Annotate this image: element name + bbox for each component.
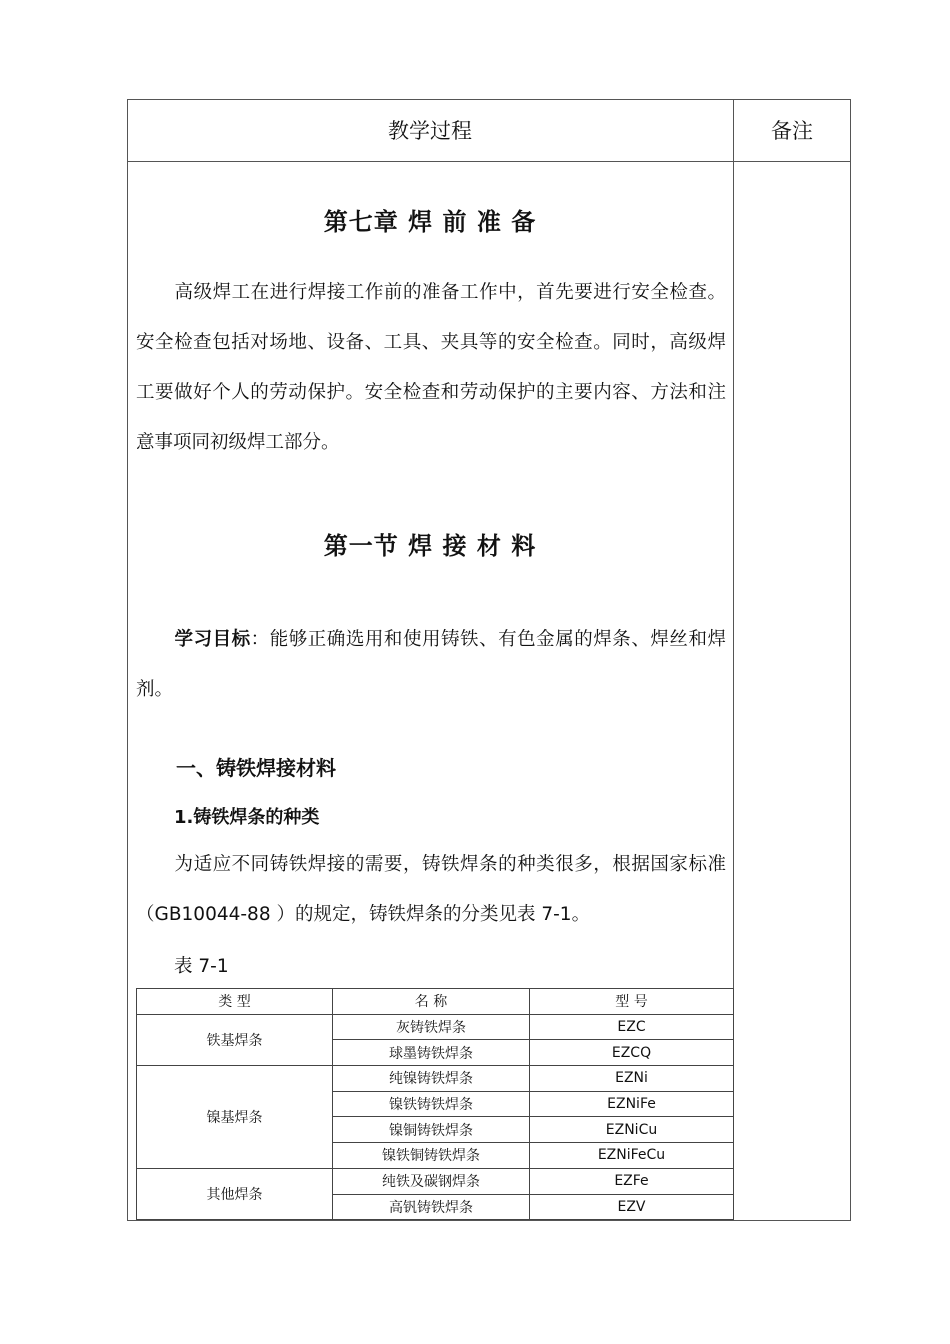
electrode-paragraph: 为适应不同铸铁焊接的需要，铸铁焊条的种类很多，根据国家标准（GB10044-88 ）的规定，铸铁焊条的分类见表 7-1。 [136, 854, 726, 925]
model-cell: EZC [530, 1014, 734, 1040]
intro-paragraph: 高级焊工在进行焊接工作前的准备工作中，首先要进行安全检查。安全检查包括对场地、设备、工具、夹具等的安全检查。同时，高级焊工要做好个人的劳动保护。安全检查和劳动保护的主要内容、方法和注意事项同初级焊工部分。 [136, 282, 726, 453]
model-cell: EZNiFeCu [530, 1143, 734, 1169]
model-cell: EZCQ [530, 1040, 734, 1066]
header-remarks: 备注 [771, 119, 813, 143]
model-cell: EZNiCu [530, 1117, 734, 1143]
name-cell: 高钒铸铁焊条 [333, 1194, 530, 1220]
header-model: 型 号 [530, 989, 734, 1015]
model-cell: EZNi [530, 1066, 734, 1092]
header-teaching-process: 教学过程 [388, 119, 472, 143]
objective-text: ：能够正确选用和使用铸铁、有色金属的焊条、焊丝和焊剂。 [136, 629, 726, 700]
header-type: 类 型 [137, 989, 333, 1015]
header-name: 名 称 [333, 989, 530, 1015]
electrode-classification-table [136, 988, 734, 1220]
type-cell: 铁基焊条 [137, 1014, 333, 1065]
chapter-title: 第七章 焊 前 准 备 [323, 208, 537, 236]
name-cell: 镍铜铸铁焊条 [333, 1117, 530, 1143]
heading-cast-iron-materials: 一、铸铁焊接材料 [176, 756, 336, 780]
name-cell: 纯铁及碳钢焊条 [333, 1168, 530, 1194]
header-divider [127, 161, 851, 162]
name-cell: 灰铸铁焊条 [333, 1014, 530, 1040]
table-header-row [137, 989, 734, 1015]
model-cell: EZV [530, 1194, 734, 1220]
name-cell: 纯镍铸铁焊条 [333, 1066, 530, 1092]
section-title: 第一节 焊 接 材 料 [323, 532, 537, 560]
table-row [137, 1168, 734, 1194]
table-row [137, 1066, 734, 1092]
table-caption: 表 7-1 [174, 956, 229, 977]
learning-objective [136, 615, 726, 715]
model-cell: EZNiFe [530, 1091, 734, 1117]
type-cell: 镍基焊条 [137, 1066, 333, 1169]
type-cell: 其他焊条 [137, 1168, 333, 1219]
name-cell: 镍铁铜铸铁焊条 [333, 1143, 530, 1169]
name-cell: 球墨铸铁焊条 [333, 1040, 530, 1066]
objective-label: 学习目标 [174, 629, 251, 650]
name-cell: 镍铁铸铁焊条 [333, 1091, 530, 1117]
table-row [137, 1014, 734, 1040]
heading-electrode-types: 1.铸铁焊条的种类 [174, 807, 320, 828]
model-cell: EZFe [530, 1168, 734, 1194]
